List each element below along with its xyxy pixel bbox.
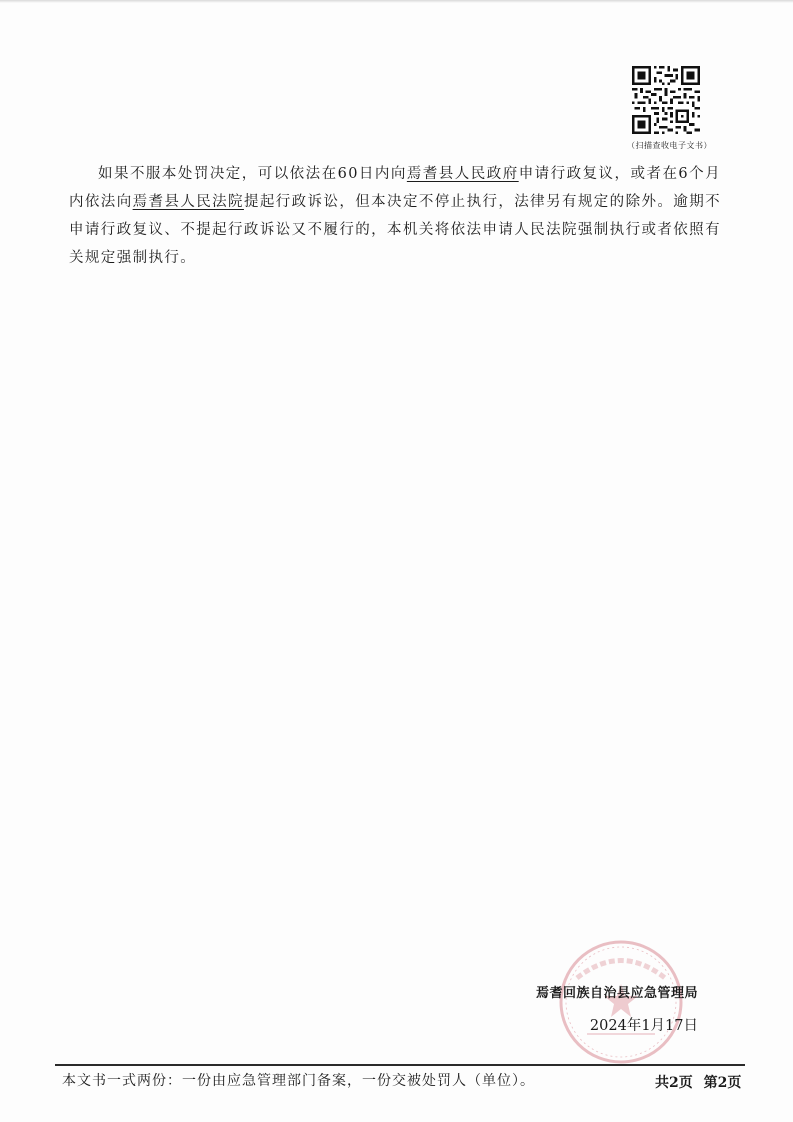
notice-segment: 申请行政复议，或者在6个月内依法向 <box>69 166 721 210</box>
current-page: 第2页 <box>703 1075 742 1091</box>
page-info <box>655 1072 741 1092</box>
government-name: 焉耆县人民政府 <box>406 166 519 182</box>
issue-date: 2024年1月17日 <box>589 1018 698 1034</box>
qr-code-icon <box>632 66 700 134</box>
official-seal-icon <box>557 938 685 1066</box>
footer-divider <box>55 1064 745 1066</box>
notice-segment: 提起行政诉讼，但本决定不停止执行，法律另有规定的除外。逾期不申请行政复议、不提起行政诉讼又不履行的，本机关将依法申请人民法院强制执行或者依照有关规定强制执行。 <box>69 194 721 266</box>
appeal-notice-text <box>69 160 721 272</box>
notice-segment: 如果不服本处罚决定，可以依法在60日内向 <box>98 166 407 182</box>
court-name: 焉耆县人民法院 <box>132 194 244 210</box>
issuing-authority: 焉耆回族自治县应急管理局 <box>535 986 698 1001</box>
qr-block <box>627 66 712 151</box>
total-pages: 共2页 <box>655 1075 693 1091</box>
qr-caption: （扫描查收电子文书） <box>627 141 712 150</box>
copies-note: 本文书一式两份：一份由应急管理部门备案，一份交被处罚人（单位）。 <box>62 1073 535 1089</box>
scan-edge <box>0 0 793 3</box>
appeal-notice-paragraph <box>69 160 721 272</box>
